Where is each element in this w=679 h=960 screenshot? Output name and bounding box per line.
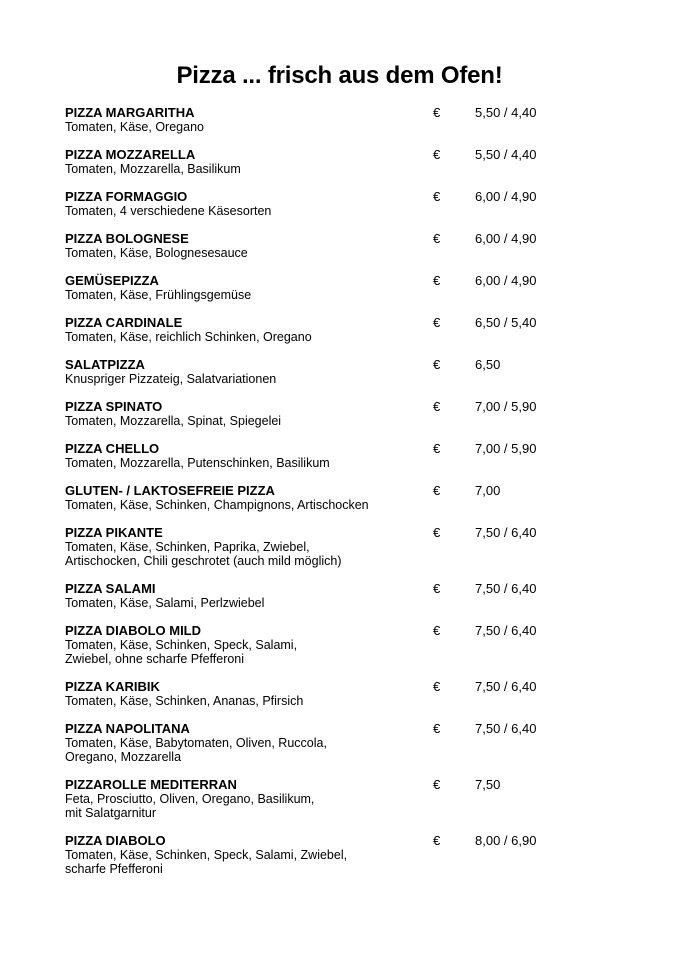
menu-item-description <box>65 414 625 428</box>
menu-item <box>65 274 625 302</box>
menu-item <box>65 582 625 610</box>
menu-item-name: PIZZA BOLOGNESE <box>65 231 189 246</box>
menu-item-price: 6,50 <box>475 357 501 372</box>
menu-item-description-line: Tomaten, Mozzarella, Basilikum <box>65 162 241 176</box>
menu-item-name: PIZZA DIABOLO MILD <box>65 623 202 638</box>
menu-item-description <box>65 246 625 260</box>
menu-item-price: 7,50 <box>475 777 501 792</box>
menu-item <box>65 232 625 260</box>
menu-item <box>65 442 625 470</box>
currency-symbol: € <box>433 189 441 204</box>
menu-item-description-line: mit Salatgarnitur <box>65 806 157 820</box>
menu-item-name: PIZZA CHELLO <box>65 441 160 456</box>
menu-item-description <box>65 162 625 176</box>
menu-item-name: PIZZA NAPOLITANA <box>65 721 190 736</box>
menu-item-name: SALATPIZZA <box>65 357 145 372</box>
menu-item <box>65 722 625 764</box>
menu-item-price: 6,00 / 4,90 <box>475 189 537 204</box>
menu-item-name: PIZZA DIABOLO <box>65 833 166 848</box>
menu-item-price: 5,50 / 4,40 <box>475 147 537 162</box>
menu-item-description-line: Tomaten, Käse, Bolognesesauce <box>65 246 248 260</box>
currency-symbol: € <box>433 525 441 540</box>
menu-item-price: 7,50 / 6,40 <box>475 525 537 540</box>
menu-item-description <box>65 638 625 666</box>
menu-item-description-line: Tomaten, Mozzarella, Putenschinken, Basilikum <box>65 456 330 470</box>
menu-item-description-line: Tomaten, Käse, Oregano <box>65 120 204 134</box>
menu-item-price: 7,50 / 6,40 <box>475 623 537 638</box>
menu-item-price: 7,00 / 5,90 <box>475 399 537 414</box>
menu-item <box>65 680 625 708</box>
menu-item-description-line: Artischocken, Chili geschrotet (auch mild möglich) <box>65 554 342 568</box>
menu-item-description-line: scharfe Pfefferoni <box>65 862 163 876</box>
menu-item-name: PIZZA PIKANTE <box>65 525 163 540</box>
menu-item-description <box>65 596 625 610</box>
menu-item-description-line: Zwiebel, ohne scharfe Pfefferoni <box>65 652 245 666</box>
currency-symbol: € <box>433 441 441 456</box>
menu-item-description <box>65 736 625 764</box>
menu-item-description <box>65 540 625 568</box>
menu-item <box>65 526 625 568</box>
menu-item-name: PIZZAROLLE MEDITERRAN <box>65 777 237 792</box>
menu-item-price: 6,00 / 4,90 <box>475 231 537 246</box>
menu-item-name: PIZZA SALAMI <box>65 581 156 596</box>
currency-symbol: € <box>433 105 441 120</box>
menu-item-description <box>65 792 625 820</box>
menu-item-name: PIZZA SPINATO <box>65 399 163 414</box>
menu-item-description <box>65 120 625 134</box>
menu-item-name: PIZZA FORMAGGIO <box>65 189 188 204</box>
menu-item-description-line: Oregano, Mozzarella <box>65 750 182 764</box>
currency-symbol: € <box>433 679 441 694</box>
menu-item-description-line: Tomaten, Käse, reichlich Schinken, Oregano <box>65 330 312 344</box>
menu-item <box>65 190 625 218</box>
currency-symbol: € <box>433 357 441 372</box>
currency-symbol: € <box>433 231 441 246</box>
menu-item-name: PIZZA KARIBIK <box>65 679 160 694</box>
menu-item <box>65 358 625 386</box>
menu-item-name: PIZZA MARGARITHA <box>65 105 195 120</box>
menu-item <box>65 834 625 876</box>
currency-symbol: € <box>433 833 441 848</box>
menu-item-description <box>65 288 625 302</box>
menu-item-price: 7,50 / 6,40 <box>475 581 537 596</box>
menu-item-description-line: Knuspriger Pizzateig, Salatvariationen <box>65 372 277 386</box>
menu-item-description <box>65 694 625 708</box>
menu-item-price: 7,00 <box>475 483 501 498</box>
menu-item-description <box>65 456 625 470</box>
menu-item <box>65 316 625 344</box>
menu-item-price: 5,50 / 4,40 <box>475 105 537 120</box>
menu-item-description-line: Tomaten, Käse, Schinken, Speck, Salami, <box>65 638 298 652</box>
menu-item-price: 7,00 / 5,90 <box>475 441 537 456</box>
menu-item <box>65 624 625 666</box>
menu-item-description <box>65 848 625 876</box>
currency-symbol: € <box>433 273 441 288</box>
menu-item-description-line: Feta, Prosciutto, Oliven, Oregano, Basilikum, <box>65 792 315 806</box>
menu-item <box>65 106 625 134</box>
menu-item-description-line: Tomaten, Käse, Schinken, Ananas, Pfirsich <box>65 694 304 708</box>
menu-item-name: PIZZA MOZZARELLA <box>65 147 196 162</box>
menu-item-price: 7,50 / 6,40 <box>475 679 537 694</box>
menu-item-name: GEMÜSEPIZZA <box>65 273 159 288</box>
menu-item <box>65 484 625 512</box>
menu-item-description <box>65 498 625 512</box>
menu-item-description <box>65 330 625 344</box>
menu-item-description-line: Tomaten, Käse, Schinken, Speck, Salami, Zwiebel, <box>65 848 348 862</box>
menu-item-price: 6,50 / 5,40 <box>475 315 537 330</box>
menu-item-price: 6,00 / 4,90 <box>475 273 537 288</box>
menu-item-description-line: Tomaten, 4 verschiedene Käsesorten <box>65 204 272 218</box>
currency-symbol: € <box>433 147 441 162</box>
menu-item-description <box>65 204 625 218</box>
menu-item-name: GLUTEN- / LAKTOSEFREIE PIZZA <box>65 483 275 498</box>
menu-item-description <box>65 372 625 386</box>
menu-item-description-line: Tomaten, Käse, Frühlingsgemüse <box>65 288 252 302</box>
menu-item-description-line: Tomaten, Mozzarella, Spinat, Spiegelei <box>65 414 282 428</box>
page-title: Pizza ... frisch aus dem Ofen! <box>176 62 503 89</box>
menu-item-price: 8,00 / 6,90 <box>475 833 537 848</box>
currency-symbol: € <box>433 399 441 414</box>
menu-item-price: 7,50 / 6,40 <box>475 721 537 736</box>
currency-symbol: € <box>433 315 441 330</box>
currency-symbol: € <box>433 721 441 736</box>
menu-item-description-line: Tomaten, Käse, Schinken, Paprika, Zwiebel, <box>65 540 310 554</box>
currency-symbol: € <box>433 777 441 792</box>
pizza-menu-list <box>65 106 625 890</box>
currency-symbol: € <box>433 581 441 596</box>
menu-item <box>65 778 625 820</box>
menu-item-description-line: Tomaten, Käse, Salami, Perlzwiebel <box>65 596 265 610</box>
menu-item <box>65 148 625 176</box>
menu-item-name: PIZZA CARDINALE <box>65 315 183 330</box>
menu-item <box>65 400 625 428</box>
menu-item-description-line: Tomaten, Käse, Schinken, Champignons, Artischocken <box>65 498 369 512</box>
currency-symbol: € <box>433 623 441 638</box>
menu-item-description-line: Tomaten, Käse, Babytomaten, Oliven, Ruccola, <box>65 736 327 750</box>
currency-symbol: € <box>433 483 441 498</box>
